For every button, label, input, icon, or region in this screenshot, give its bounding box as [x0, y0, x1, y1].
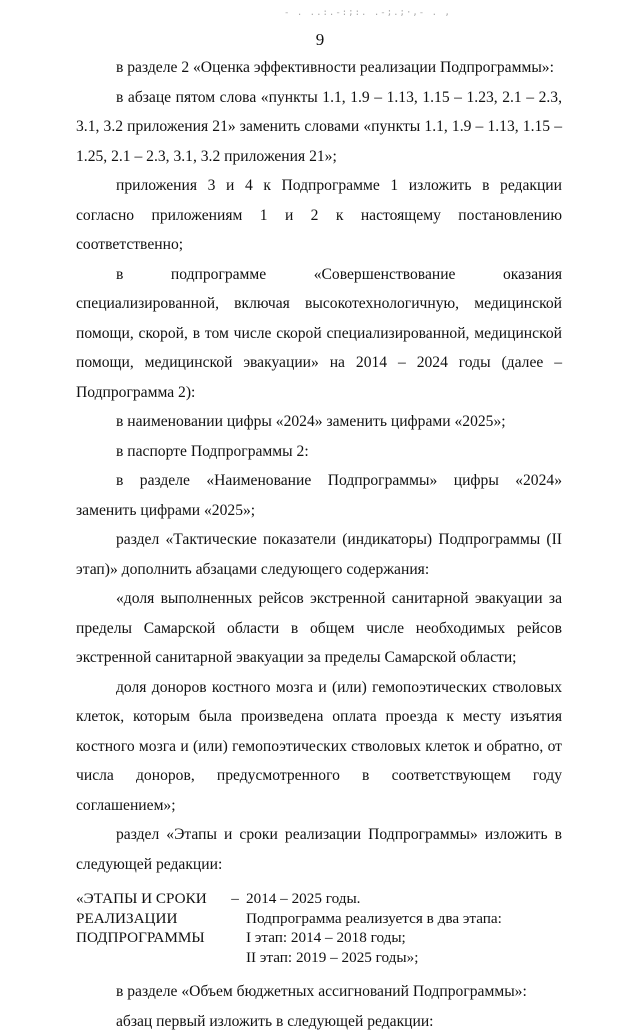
stages-value-line: 2014 – 2025 годы.	[246, 889, 562, 909]
paragraph: доля доноров костного мозга и (или) гемопоэтических стволовых клеток, которым была произведена оплата проезда к месту изъятия костного мозга и (или) гемопоэтических стволовых клеток и обратно, от числа доноров, предусмотренного в соответствующем году соглашением»;	[76, 673, 562, 821]
paragraph: в наименовании цифры «2024» заменить цифрами «2025»;	[76, 407, 562, 437]
stages-table	[76, 889, 562, 967]
stages-label-line: «ЭТАПЫ И СРОКИ	[76, 889, 226, 909]
paragraph: «доля выполненных рейсов экстренной санитарной эвакуации за пределы Самарской области в общем числе необходимых рейсов экстренной санитарной эвакуации за пределы Самарской области;	[76, 584, 562, 673]
stages-label-line: ПОДПРОГРАММЫ	[76, 928, 226, 948]
paragraph: в подпрограмме «Совершенствование оказания специализированной, включая высокотехнологичную, медицинской помощи, скорой, в том числе скорой специализированной, медицинской помощи, медицинской эвакуации» на 2014 – 2024 годы (далее – Подпрограмма 2):	[76, 260, 562, 408]
paragraph: в разделе «Наименование Подпрограммы» цифры «2024» заменить цифрами «2025»;	[76, 466, 562, 525]
stages-table-label	[76, 889, 226, 967]
paragraph: раздел «Этапы и сроки реализации Подпрограммы» изложить в следующей редакции:	[76, 820, 562, 879]
paragraph: раздел «Тактические показатели (индикаторы) Подпрограммы (II этап)» дополнить абзацами следующего содержания:	[76, 525, 562, 584]
document-body	[76, 53, 562, 1036]
page-number: 9	[0, 30, 640, 50]
paragraph: в разделе «Объем бюджетных ассигнований Подпрограммы»:	[76, 977, 562, 1007]
paragraph: приложения 3 и 4 к Подпрограмме 1 изложить в редакции согласно приложениям 1 и 2 к настоящему постановлению соответственно;	[76, 171, 562, 260]
stages-label-line: РЕАЛИЗАЦИИ	[76, 909, 226, 929]
stages-dash: –	[226, 889, 244, 967]
stages-value-line: I этап: 2014 – 2018 годы;	[246, 928, 562, 948]
scan-artifact: - . ..:.-:;:. .-;.;·,- . ,	[284, 8, 434, 18]
paragraph: абзац первый изложить в следующей редакции:	[76, 1007, 562, 1036]
paragraph: в разделе 2 «Оценка эффективности реализации Подпрограммы»:	[76, 53, 562, 83]
stages-value-line: II этап: 2019 – 2025 годы»;	[246, 948, 562, 968]
stages-table-value	[244, 889, 562, 967]
stages-value-line: Подпрограмма реализуется в два этапа:	[246, 909, 562, 929]
paragraph: в паспорте Подпрограммы 2:	[76, 437, 562, 467]
paragraph: в абзаце пятом слова «пункты 1.1, 1.9 – 1.13, 1.15 – 1.23, 2.1 – 2.3, 3.1, 3.2 приложения 21» заменить словами «пункты 1.1, 1.9 – 1.13, 1.15 – 1.25, 2.1 – 2.3, 3.1, 3.2 приложения 21»;	[76, 83, 562, 172]
